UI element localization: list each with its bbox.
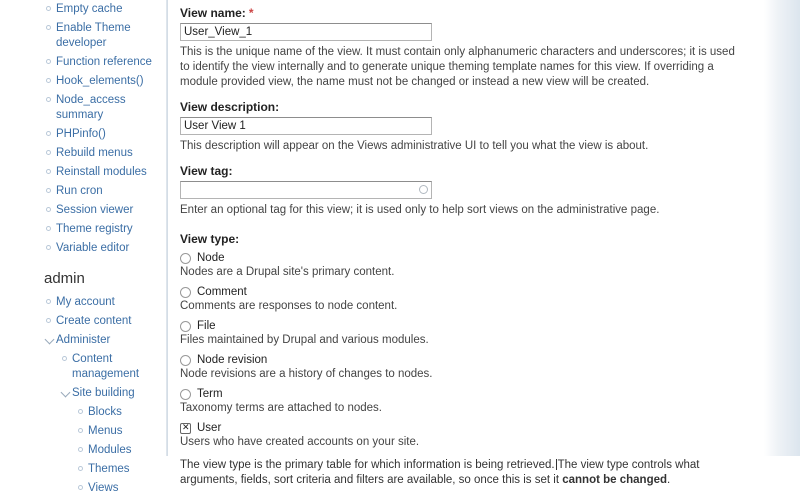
right-edge-gradient (764, 0, 800, 456)
radio-label: User (197, 422, 222, 434)
field-view-name (180, 6, 750, 90)
sidebar-link-label[interactable]: Hook_elements() (56, 75, 144, 87)
sidebar-link-label[interactable]: Administer (56, 334, 111, 346)
bullet-icon (46, 97, 51, 102)
sidebar-item-views[interactable] (0, 479, 166, 498)
sidebar-link-label[interactable]: Reinstall modules (56, 166, 147, 178)
radio-option-node[interactable] (180, 252, 750, 264)
radio-label: Term (197, 388, 223, 400)
sidebar-item-enable-theme-developer[interactable] (0, 19, 166, 53)
footnote-part-1: The view type is the primary table for which information is being retrieved. (180, 459, 555, 471)
radio-description: Node revisions are a history of changes to nodes. (180, 368, 433, 380)
sidebar-link-label[interactable]: Enable Theme developer (56, 22, 131, 49)
radio-description: Nodes are a Drupal site's primary content. (180, 266, 395, 278)
bullet-icon (46, 6, 51, 11)
bullet-icon (62, 356, 67, 361)
radio-description: Files maintained by Drupal and various modules. (180, 334, 429, 346)
sidebar-link-label[interactable]: Modules (88, 444, 132, 456)
radio-label: Comment (197, 286, 247, 298)
sidebar-item-phpinfo[interactable] (0, 125, 166, 144)
radio-icon[interactable] (180, 321, 191, 332)
view-description-description: This description will appear on the Views administrative UI to tell you what the view is about. (180, 140, 649, 152)
bullet-icon (46, 169, 51, 174)
footnote-part-2: The view type controls what arguments, fields, sort criteria and filters are available, so once this is set it (180, 459, 700, 486)
sidebar-item-reinstall-modules[interactable] (0, 163, 166, 182)
bullet-icon (46, 207, 51, 212)
devel-links-list (0, 0, 166, 258)
view-name-label (180, 6, 750, 20)
radio-icon[interactable] (180, 253, 191, 264)
sidebar-item-node-access-summary[interactable] (0, 91, 166, 125)
sidebar-item-rebuild-menus[interactable] (0, 144, 166, 163)
sidebar-link-label[interactable]: Blocks (88, 406, 122, 418)
bullet-icon (46, 78, 51, 83)
sidebar-link-label[interactable]: Views (88, 482, 119, 494)
sidebar-link-label[interactable]: Themes (88, 463, 130, 475)
sidebar-link-label[interactable]: Rebuild menus (56, 147, 133, 159)
view-name-label-text: View name: (180, 6, 246, 20)
bullet-icon (46, 131, 51, 136)
radio-option-comment[interactable] (180, 286, 750, 298)
sidebar-item-site-building[interactable] (0, 384, 166, 403)
view-description-input[interactable] (180, 117, 432, 135)
radio-icon[interactable] (180, 355, 191, 366)
chevron-down-icon[interactable] (61, 388, 71, 398)
view-tag-label: View tag: (180, 164, 233, 178)
sidebar-link-label[interactable]: Empty cache (56, 3, 123, 15)
radio-option-user[interactable] (180, 422, 750, 434)
radio-description: Taxonomy terms are attached to nodes. (180, 402, 382, 414)
sidebar-link-label[interactable]: Content management (72, 353, 140, 380)
bullet-icon (78, 447, 83, 452)
view-type-label: View type: (180, 232, 240, 246)
chevron-down-icon[interactable] (45, 335, 55, 345)
sidebar-link-label[interactable]: Node_access summary (56, 94, 126, 121)
bullet-icon (46, 318, 51, 323)
bullet-icon (46, 150, 51, 155)
sidebar-item-blocks[interactable] (0, 403, 166, 422)
bullet-icon (46, 188, 51, 193)
radio-icon[interactable] (180, 287, 191, 298)
sidebar-link-label[interactable]: Menus (88, 425, 123, 437)
bullet-icon (78, 485, 83, 490)
radio-label: Node (197, 252, 225, 264)
sidebar-item-hook-elements[interactable] (0, 72, 166, 91)
sidebar-item-themes[interactable] (0, 460, 166, 479)
required-marker: * (248, 6, 254, 20)
radio-option-term[interactable] (180, 388, 750, 400)
radio-icon-selected[interactable] (180, 423, 191, 434)
view-description-label: View description: (180, 100, 280, 114)
bullet-icon (46, 299, 51, 304)
radio-option-node-revision[interactable] (180, 354, 750, 366)
autocomplete-throbber-icon (419, 185, 428, 194)
bullet-icon (78, 409, 83, 414)
sidebar-link-label[interactable]: Theme registry (56, 223, 133, 235)
sidebar-link-label[interactable]: PHPinfo() (56, 128, 106, 140)
sidebar-link-label[interactable]: Session viewer (56, 204, 134, 216)
text-caret (556, 459, 557, 470)
sidebar-link-label[interactable]: Site building (72, 387, 135, 399)
footnote-part-3: . (667, 474, 671, 486)
view-tag-autocomplete (180, 181, 432, 199)
sidebar-item-administer[interactable] (0, 331, 166, 350)
bullet-icon (78, 428, 83, 433)
sidebar-item-my-account[interactable] (0, 293, 166, 312)
bullet-icon (46, 25, 51, 30)
sidebar-link-label[interactable]: Variable editor (56, 242, 130, 254)
view-tag-description: Enter an optional tag for this view; it is used only to help sort views on the administrative page. (180, 204, 660, 216)
sidebar-link-label[interactable]: Function reference (56, 56, 152, 68)
sidebar-item-variable-editor[interactable] (0, 239, 166, 258)
main-content (168, 0, 764, 486)
footnote-emphasis: cannot be changed (562, 474, 668, 486)
sidebar-link-label[interactable]: Create content (56, 315, 132, 327)
content-bottom-strip (168, 448, 764, 456)
sidebar-link-label[interactable]: Run cron (56, 185, 103, 197)
radio-label: Node revision (197, 354, 268, 366)
bullet-icon (46, 226, 51, 231)
field-view-description (180, 100, 750, 154)
radio-label: File (197, 320, 216, 332)
sidebar-item-session-viewer[interactable] (0, 201, 166, 220)
radio-description: Users who have created accounts on your site. (180, 436, 420, 448)
view-type-footnote (180, 458, 742, 488)
sidebar-item-function-reference[interactable] (0, 53, 166, 72)
sidebar-item-menus[interactable] (0, 422, 166, 441)
sidebar-item-content-management[interactable] (0, 350, 166, 384)
sidebar-item-run-cron[interactable] (0, 182, 166, 201)
sidebar-link-label[interactable]: My account (56, 296, 115, 308)
sidebar-item-create-content[interactable] (0, 312, 166, 331)
sidebar-item-empty-cache[interactable] (0, 0, 166, 19)
sidebar-item-theme-registry[interactable] (0, 220, 166, 239)
view-name-input[interactable] (180, 23, 432, 41)
sidebar-item-modules[interactable] (0, 441, 166, 460)
bullet-icon (78, 466, 83, 471)
view-name-description: This is the unique name of the view. It must contain only alphanumeric characters and underscores; it is used to identify the view internally and to generate unique theming template names for this view. If overriding a module provided view, the name must not be changed or instead a new view will be created. (180, 46, 735, 88)
radio-description: Comments are responses to node content. (180, 300, 398, 312)
bullet-icon (46, 245, 51, 250)
view-tag-input[interactable] (180, 181, 432, 199)
field-view-tag (180, 164, 750, 218)
radio-icon[interactable] (180, 389, 191, 400)
radio-option-file[interactable] (180, 320, 750, 332)
admin-menu-list (0, 293, 166, 498)
sidebar (0, 0, 166, 494)
bullet-icon (46, 59, 51, 64)
sidebar-heading-admin: admin (44, 270, 85, 287)
